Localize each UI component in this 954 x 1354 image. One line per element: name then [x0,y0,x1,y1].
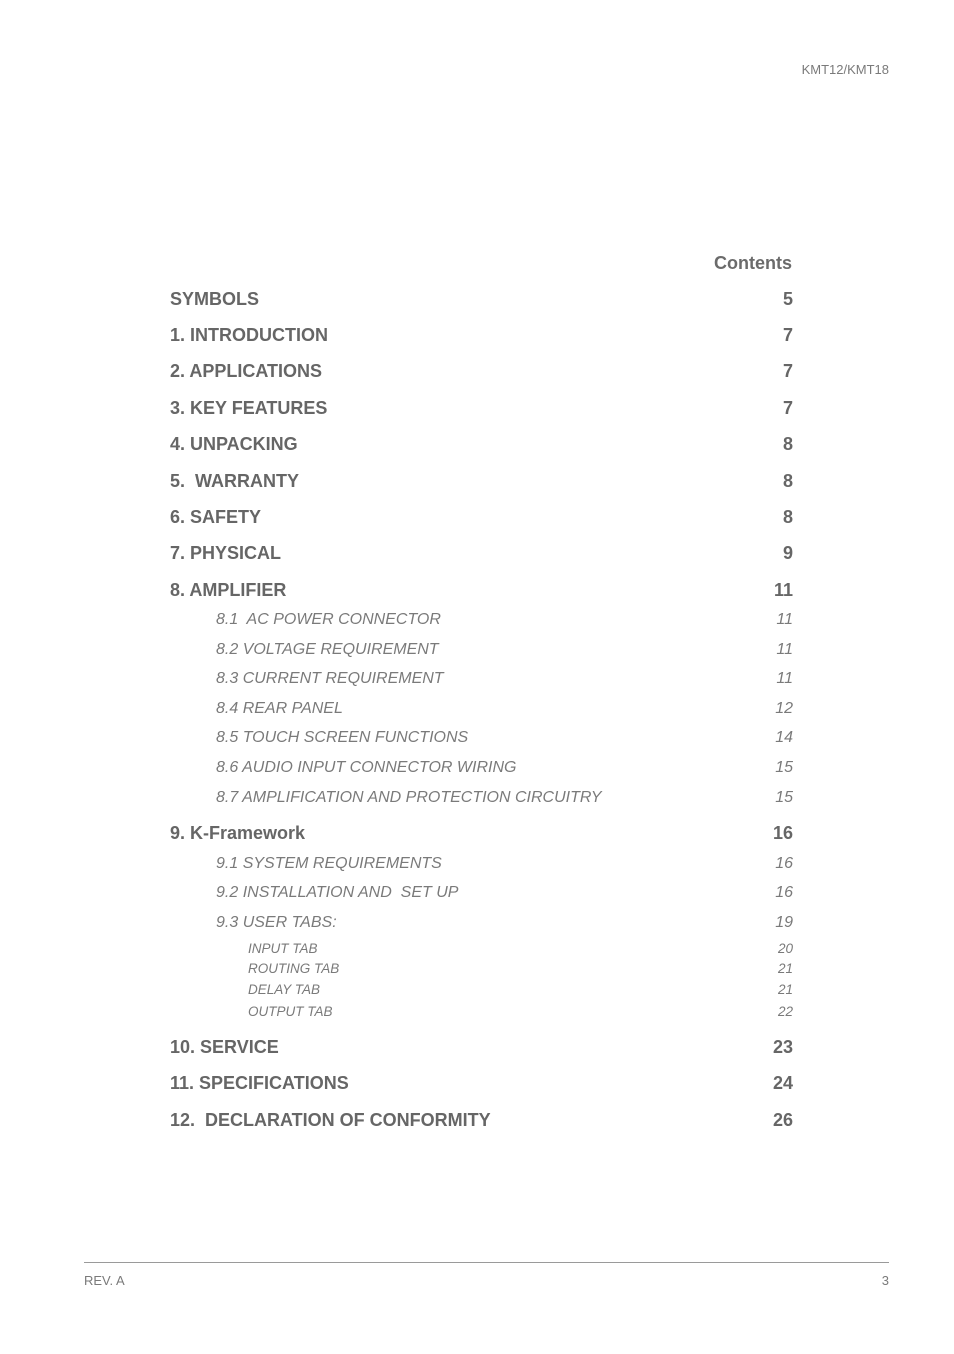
toc-entry-page: 7 [782,398,793,418]
toc-entry-page: 7 [782,361,793,381]
toc-entry-page: 19 [775,914,793,931]
toc-subentry-audio-input-wiring[interactable] [170,759,793,777]
footer-divider [84,1262,889,1263]
toc-entry-safety[interactable] [170,507,793,528]
toc-entry-label: 7. PHYSICAL [170,543,282,563]
toc-entry-label: 8. AMPLIFIER [170,580,287,600]
toc-entry-page: 26 [772,1110,793,1130]
toc-entry-page: 15 [775,789,793,806]
toc-entry-label: 10. SERVICE [170,1037,279,1057]
toc-entry-specifications[interactable] [170,1073,793,1094]
toc-entry-page: 14 [775,729,793,746]
toc-entry-label: 3. KEY FEATURES [170,398,328,418]
toc-subentry-voltage-requirement[interactable] [170,641,793,659]
toc-entry-label: 4. UNPACKING [170,434,298,454]
toc-entry-symbols[interactable] [170,289,793,310]
toc-entry-page: 16 [772,823,793,843]
toc-entry-service[interactable] [170,1037,793,1058]
toc-subentry-rear-panel[interactable] [170,700,793,718]
toc-entry-label: 8.1 AC POWER CONNECTOR [216,611,441,628]
toc-entry-label: SYMBOLS [170,289,260,309]
toc-entry-label: 11. SPECIFICATIONS [170,1073,349,1093]
toc-entry-page: 21 [777,961,793,976]
toc-entry-unpacking[interactable] [170,434,793,455]
toc-title: Contents [714,253,792,273]
toc-entry-page: 5 [782,289,793,309]
toc-subentry-ac-power-connector[interactable] [170,611,793,629]
toc-entry-label: 8.6 AUDIO INPUT CONNECTOR WIRING [216,759,517,776]
toc-entry-k-framework[interactable] [170,823,793,844]
toc-entry-page: 22 [777,1004,793,1019]
toc-entry-label: 1. INTRODUCTION [170,325,329,345]
toc-entry-applications[interactable] [170,361,793,382]
toc-subentry-installation-setup[interactable] [170,884,793,902]
toc-entry-label: OUTPUT TAB [248,1004,333,1019]
toc-entry-physical[interactable] [170,543,793,564]
toc-entry-page: 12 [775,700,793,717]
toc-entry-page: 20 [777,941,793,956]
toc-entry-page: 16 [775,884,793,901]
toc-entry-label: 2. APPLICATIONS [170,361,323,381]
toc-entry-label: 8.7 AMPLIFICATION AND PROTECTION CIRCUITRY [216,789,602,806]
toc-entry-page: 8 [782,434,793,454]
toc-entry-page: 16 [775,855,793,872]
toc-entry-label: ROUTING TAB [248,961,340,976]
footer-revision: REV. A [84,1273,125,1288]
toc-subentry-current-requirement[interactable] [170,670,793,688]
toc-entry-label: 9.2 INSTALLATION AND SET UP [216,884,459,901]
toc-entry-page: 8 [782,471,793,491]
toc-entry-label: 12. DECLARATION OF CONFORMITY [170,1110,491,1130]
toc-entry-warranty[interactable] [170,471,793,492]
toc-entry-label: 8.2 VOLTAGE REQUIREMENT [216,641,439,658]
toc-entry-label: 8.4 REAR PANEL [216,700,343,717]
toc-entry-label: 6. SAFETY [170,507,262,527]
toc-entry-label: 9.3 USER TABS: [216,914,337,931]
toc-entry-page: 11 [776,641,793,658]
toc-subsubentry-input-tab[interactable] [170,941,793,956]
header-code: KMT12/KMT18 [801,62,889,77]
toc-subentry-system-requirements[interactable] [170,855,793,873]
toc-entry-label: 8.5 TOUCH SCREEN FUNCTIONS [216,729,469,746]
toc-entry-declaration-of-conformity[interactable] [170,1110,793,1131]
toc-entry-label: DELAY TAB [248,982,321,997]
toc-subsubentry-delay-tab[interactable] [170,982,793,997]
toc-entry-key-features[interactable] [170,398,793,419]
toc-entry-page: 21 [777,982,793,997]
toc-entry-label: INPUT TAB [248,941,318,956]
toc-subentry-amplification-protection[interactable] [170,789,793,807]
toc-subentry-user-tabs[interactable] [170,914,793,932]
toc-subsubentry-routing-tab[interactable] [170,961,793,976]
toc-entry-label: 8.3 CURRENT REQUIREMENT [216,670,444,687]
footer-page-number: 3 [881,1273,889,1288]
toc-subentry-touch-screen-functions[interactable] [170,729,793,747]
toc-entry-page: 11 [773,580,793,600]
toc-entry-page: 23 [772,1037,793,1057]
toc-entry-label: 9. K-Framework [170,823,306,843]
toc-entry-page: 24 [772,1073,793,1093]
toc-entry-page: 11 [776,611,793,628]
toc-entry-page: 11 [776,670,793,687]
toc-entry-page: 8 [782,507,793,527]
toc-entry-label: 5. WARRANTY [170,471,300,491]
toc-entry-page: 9 [782,543,793,563]
toc-entry-amplifier[interactable] [170,580,793,601]
toc-subsubentry-output-tab[interactable] [170,1004,793,1019]
toc-entry-page: 15 [775,759,793,776]
toc-entry-label: 9.1 SYSTEM REQUIREMENTS [216,855,442,872]
toc-entry-introduction[interactable] [170,325,793,346]
toc-entry-page: 7 [782,325,793,345]
